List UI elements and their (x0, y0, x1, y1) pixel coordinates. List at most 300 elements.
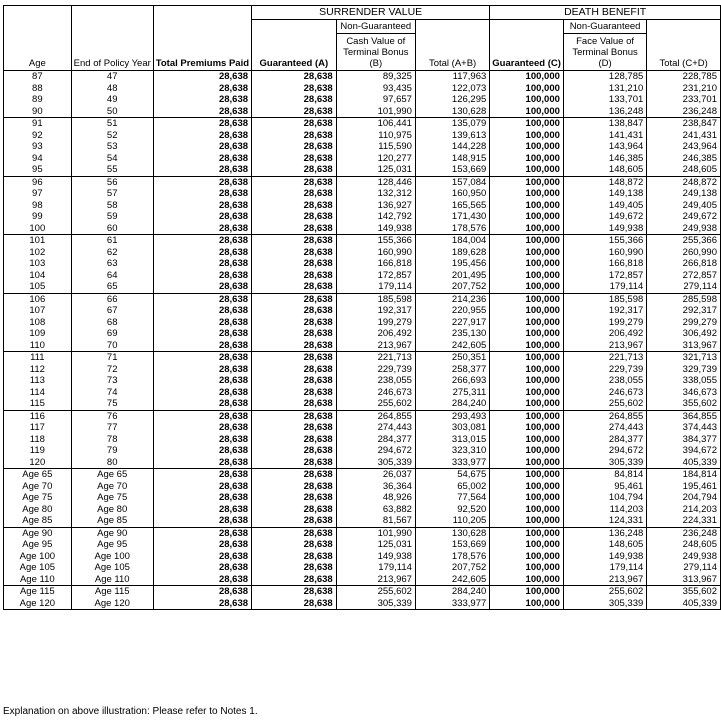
cell-guaranteed-a: 28,638 (252, 387, 337, 399)
cell-end-of-policy-year: Age 105 (71, 562, 153, 574)
cell-cash-value-terminal-bonus: 142,792 (336, 211, 415, 223)
cell-face-value-terminal-bonus: 143,964 (563, 141, 646, 153)
cell-guaranteed-a: 28,638 (252, 305, 337, 317)
table-row (4, 130, 721, 142)
cell-face-value-terminal-bonus: 114,203 (563, 504, 646, 516)
cell-cash-value-terminal-bonus: 149,938 (336, 223, 415, 235)
cell-total-premiums-paid: 28,638 (153, 481, 251, 493)
cell-total-ab: 303,081 (415, 422, 489, 434)
cell-guaranteed-a: 28,638 (252, 586, 337, 598)
cell-total-premiums-paid: 28,638 (153, 562, 251, 574)
cell-cash-value-terminal-bonus: 101,990 (336, 106, 415, 118)
cell-age: Age 120 (4, 598, 72, 610)
cell-age: 90 (4, 106, 72, 118)
cell-total-ab: 242,605 (415, 574, 489, 586)
cell-cash-value-terminal-bonus: 238,055 (336, 375, 415, 387)
cell-total-premiums-paid: 28,638 (153, 375, 251, 387)
cell-total-cd: 279,114 (647, 562, 721, 574)
cell-age: 92 (4, 130, 72, 142)
cell-total-ab: 54,675 (415, 469, 489, 481)
cell-cash-value-terminal-bonus: 185,598 (336, 293, 415, 305)
cell-guaranteed-c: 100,000 (490, 153, 564, 165)
table-row (4, 340, 721, 352)
cell-total-premiums-paid: 28,638 (153, 364, 251, 376)
cell-age: 106 (4, 293, 72, 305)
cell-total-ab: 258,377 (415, 364, 489, 376)
col-header-total-cd: Total (C+D) (647, 20, 721, 71)
cell-guaranteed-c: 100,000 (490, 527, 564, 539)
cell-face-value-terminal-bonus: 199,279 (563, 317, 646, 329)
cell-total-cd: 355,602 (647, 398, 721, 410)
cell-total-cd: 313,967 (647, 574, 721, 586)
cell-cash-value-terminal-bonus: 305,339 (336, 598, 415, 610)
cell-age: 94 (4, 153, 72, 165)
table-row (4, 164, 721, 176)
cell-guaranteed-c: 100,000 (490, 352, 564, 364)
cell-end-of-policy-year: 70 (71, 340, 153, 352)
cell-total-premiums-paid: 28,638 (153, 469, 251, 481)
cell-guaranteed-a: 28,638 (252, 118, 337, 130)
table-row-group (4, 176, 721, 235)
cell-face-value-terminal-bonus: 274,443 (563, 422, 646, 434)
cell-total-ab: 266,693 (415, 375, 489, 387)
cell-cash-value-terminal-bonus: 264,855 (336, 410, 415, 422)
cell-guaranteed-c: 100,000 (490, 574, 564, 586)
cell-guaranteed-c: 100,000 (490, 130, 564, 142)
cell-total-cd: 260,990 (647, 247, 721, 259)
cell-total-ab: 178,576 (415, 223, 489, 235)
cell-total-cd: 249,938 (647, 223, 721, 235)
cell-age: 89 (4, 94, 72, 106)
col-header-age: Age (4, 6, 72, 71)
cell-cash-value-terminal-bonus: 160,990 (336, 247, 415, 259)
table-row (4, 317, 721, 329)
cell-guaranteed-a: 28,638 (252, 281, 337, 293)
cell-face-value-terminal-bonus: 141,431 (563, 130, 646, 142)
table-row (4, 398, 721, 410)
table-row (4, 258, 721, 270)
cell-total-ab: 135,079 (415, 118, 489, 130)
cell-end-of-policy-year: 56 (71, 176, 153, 188)
table-row (4, 551, 721, 563)
cell-face-value-terminal-bonus: 264,855 (563, 410, 646, 422)
cell-age: Age 90 (4, 527, 72, 539)
cell-total-cd: 355,602 (647, 586, 721, 598)
cell-total-premiums-paid: 28,638 (153, 586, 251, 598)
cell-total-premiums-paid: 28,638 (153, 94, 251, 106)
cell-total-premiums-paid: 28,638 (153, 598, 251, 610)
cell-face-value-terminal-bonus: 294,672 (563, 445, 646, 457)
benefit-illustration-table (3, 5, 721, 610)
cell-total-cd: 285,598 (647, 293, 721, 305)
cell-age: 113 (4, 375, 72, 387)
cell-total-cd: 246,385 (647, 153, 721, 165)
table-row (4, 270, 721, 282)
cell-total-ab: 195,456 (415, 258, 489, 270)
cell-guaranteed-a: 28,638 (252, 445, 337, 457)
table-row-group (4, 527, 721, 586)
cell-guaranteed-a: 28,638 (252, 188, 337, 200)
table-row (4, 83, 721, 95)
cell-total-ab: 189,628 (415, 247, 489, 259)
table-row (4, 515, 721, 527)
cell-age: 101 (4, 235, 72, 247)
cell-total-cd: 231,210 (647, 83, 721, 95)
cell-age: 112 (4, 364, 72, 376)
cell-total-ab: 110,205 (415, 515, 489, 527)
cell-total-ab: 250,351 (415, 352, 489, 364)
cell-guaranteed-c: 100,000 (490, 375, 564, 387)
cell-face-value-terminal-bonus: 305,339 (563, 598, 646, 610)
cell-total-premiums-paid: 28,638 (153, 281, 251, 293)
cell-end-of-policy-year: 80 (71, 457, 153, 469)
cell-face-value-terminal-bonus: 149,938 (563, 551, 646, 563)
cell-age: 105 (4, 281, 72, 293)
cell-total-ab: 313,015 (415, 434, 489, 446)
cell-cash-value-terminal-bonus: 284,377 (336, 434, 415, 446)
cell-total-cd: 374,443 (647, 422, 721, 434)
cell-face-value-terminal-bonus: 128,785 (563, 71, 646, 83)
cell-total-cd: 292,317 (647, 305, 721, 317)
cell-age: 117 (4, 422, 72, 434)
cell-age: 114 (4, 387, 72, 399)
cell-total-cd: 241,431 (647, 130, 721, 142)
cell-age: 120 (4, 457, 72, 469)
cell-guaranteed-a: 28,638 (252, 328, 337, 340)
cell-guaranteed-c: 100,000 (490, 200, 564, 212)
table-row (4, 153, 721, 165)
cell-total-premiums-paid: 28,638 (153, 539, 251, 551)
cell-total-premiums-paid: 28,638 (153, 551, 251, 563)
cell-guaranteed-c: 100,000 (490, 410, 564, 422)
cell-total-cd: 248,872 (647, 176, 721, 188)
cell-face-value-terminal-bonus: 131,210 (563, 83, 646, 95)
cell-face-value-terminal-bonus: 148,605 (563, 164, 646, 176)
cell-total-cd: 272,857 (647, 270, 721, 282)
cell-total-ab: 284,240 (415, 586, 489, 598)
cell-total-cd: 321,713 (647, 352, 721, 364)
cell-age: 98 (4, 200, 72, 212)
cell-face-value-terminal-bonus: 148,605 (563, 539, 646, 551)
cell-age: 109 (4, 328, 72, 340)
cell-end-of-policy-year: Age 110 (71, 574, 153, 586)
cell-guaranteed-c: 100,000 (490, 340, 564, 352)
cell-total-premiums-paid: 28,638 (153, 83, 251, 95)
cell-guaranteed-a: 28,638 (252, 598, 337, 610)
cell-guaranteed-c: 100,000 (490, 364, 564, 376)
cell-end-of-policy-year: 50 (71, 106, 153, 118)
table-row (4, 188, 721, 200)
cell-age: 88 (4, 83, 72, 95)
cell-total-premiums-paid: 28,638 (153, 574, 251, 586)
cell-guaranteed-c: 100,000 (490, 141, 564, 153)
table-row-group (4, 586, 721, 610)
cell-cash-value-terminal-bonus: 229,739 (336, 364, 415, 376)
cell-total-cd: 346,673 (647, 387, 721, 399)
cell-total-ab: 153,669 (415, 539, 489, 551)
cell-age: Age 110 (4, 574, 72, 586)
table-row (4, 223, 721, 235)
cell-end-of-policy-year: Age 95 (71, 539, 153, 551)
cell-cash-value-terminal-bonus: 136,927 (336, 200, 415, 212)
table-row-group (4, 235, 721, 294)
table-row (4, 118, 721, 130)
cell-age: Age 85 (4, 515, 72, 527)
cell-total-cd: 266,818 (647, 258, 721, 270)
cell-guaranteed-a: 28,638 (252, 153, 337, 165)
cell-end-of-policy-year: 74 (71, 387, 153, 399)
cell-total-cd: 243,964 (647, 141, 721, 153)
cell-guaranteed-c: 100,000 (490, 94, 564, 106)
cell-guaranteed-c: 100,000 (490, 445, 564, 457)
illustration-table-container (3, 5, 721, 610)
cell-guaranteed-c: 100,000 (490, 492, 564, 504)
cell-end-of-policy-year: 47 (71, 71, 153, 83)
cell-total-cd: 195,461 (647, 481, 721, 493)
cell-total-cd: 204,794 (647, 492, 721, 504)
cell-age: 103 (4, 258, 72, 270)
cell-guaranteed-a: 28,638 (252, 504, 337, 516)
cell-face-value-terminal-bonus: 136,248 (563, 106, 646, 118)
cell-total-cd: 224,331 (647, 515, 721, 527)
cell-guaranteed-a: 28,638 (252, 317, 337, 329)
cell-age: 118 (4, 434, 72, 446)
cell-face-value-terminal-bonus: 238,055 (563, 375, 646, 387)
cell-total-ab: 201,495 (415, 270, 489, 282)
cell-age: Age 100 (4, 551, 72, 563)
cell-guaranteed-a: 28,638 (252, 398, 337, 410)
cell-guaranteed-c: 100,000 (490, 422, 564, 434)
table-row (4, 527, 721, 539)
cell-total-ab: 153,669 (415, 164, 489, 176)
cell-guaranteed-c: 100,000 (490, 562, 564, 574)
table-row (4, 141, 721, 153)
cell-total-cd: 249,672 (647, 211, 721, 223)
cell-total-premiums-paid: 28,638 (153, 153, 251, 165)
cell-face-value-terminal-bonus: 213,967 (563, 574, 646, 586)
cell-age: Age 95 (4, 539, 72, 551)
cell-age: 107 (4, 305, 72, 317)
cell-cash-value-terminal-bonus: 221,713 (336, 352, 415, 364)
cell-total-cd: 299,279 (647, 317, 721, 329)
cell-total-premiums-paid: 28,638 (153, 176, 251, 188)
cell-total-premiums-paid: 28,638 (153, 118, 251, 130)
cell-age: Age 80 (4, 504, 72, 516)
cell-total-ab: 165,565 (415, 200, 489, 212)
cell-age: 93 (4, 141, 72, 153)
cell-guaranteed-a: 28,638 (252, 352, 337, 364)
col-header-total-ab: Total (A+B) (415, 20, 489, 71)
cell-total-premiums-paid: 28,638 (153, 258, 251, 270)
cell-cash-value-terminal-bonus: 274,443 (336, 422, 415, 434)
cell-face-value-terminal-bonus: 179,114 (563, 281, 646, 293)
cell-cash-value-terminal-bonus: 255,602 (336, 586, 415, 598)
table-row (4, 94, 721, 106)
cell-total-premiums-paid: 28,638 (153, 141, 251, 153)
group-header-surrender-value: SURRENDER VALUE (252, 6, 490, 20)
cell-total-cd: 338,055 (647, 375, 721, 387)
cell-total-cd: 249,938 (647, 551, 721, 563)
cell-guaranteed-c: 100,000 (490, 305, 564, 317)
cell-total-premiums-paid: 28,638 (153, 200, 251, 212)
table-row (4, 352, 721, 364)
cell-guaranteed-a: 28,638 (252, 410, 337, 422)
cell-end-of-policy-year: 64 (71, 270, 153, 282)
cell-face-value-terminal-bonus: 84,814 (563, 469, 646, 481)
cell-total-premiums-paid: 28,638 (153, 387, 251, 399)
cell-guaranteed-a: 28,638 (252, 527, 337, 539)
table-row (4, 586, 721, 598)
cell-end-of-policy-year: 53 (71, 141, 153, 153)
cell-total-cd: 238,847 (647, 118, 721, 130)
table-row-group (4, 71, 721, 118)
cell-total-ab: 65,002 (415, 481, 489, 493)
cell-cash-value-terminal-bonus: 166,818 (336, 258, 415, 270)
cell-cash-value-terminal-bonus: 128,446 (336, 176, 415, 188)
cell-guaranteed-a: 28,638 (252, 200, 337, 212)
cell-guaranteed-c: 100,000 (490, 398, 564, 410)
cell-total-cd: 248,605 (647, 539, 721, 551)
cell-total-cd: 405,339 (647, 457, 721, 469)
cell-end-of-policy-year: 68 (71, 317, 153, 329)
table-row (4, 504, 721, 516)
cell-total-premiums-paid: 28,638 (153, 223, 251, 235)
cell-total-ab: 333,977 (415, 457, 489, 469)
cell-face-value-terminal-bonus: 104,794 (563, 492, 646, 504)
cell-guaranteed-c: 100,000 (490, 328, 564, 340)
cell-total-cd: 236,248 (647, 106, 721, 118)
cell-guaranteed-a: 28,638 (252, 457, 337, 469)
cell-guaranteed-c: 100,000 (490, 223, 564, 235)
cell-total-premiums-paid: 28,638 (153, 457, 251, 469)
cell-guaranteed-c: 100,000 (490, 387, 564, 399)
cell-total-ab: 242,605 (415, 340, 489, 352)
cell-total-premiums-paid: 28,638 (153, 328, 251, 340)
cell-guaranteed-c: 100,000 (490, 293, 564, 305)
cell-total-premiums-paid: 28,638 (153, 164, 251, 176)
cell-total-premiums-paid: 28,638 (153, 188, 251, 200)
cell-end-of-policy-year: 69 (71, 328, 153, 340)
cell-cash-value-terminal-bonus: 63,882 (336, 504, 415, 516)
table-row (4, 445, 721, 457)
table-row (4, 598, 721, 610)
cell-age: 116 (4, 410, 72, 422)
cell-cash-value-terminal-bonus: 172,857 (336, 270, 415, 282)
cell-guaranteed-c: 100,000 (490, 515, 564, 527)
cell-total-premiums-paid: 28,638 (153, 504, 251, 516)
cell-total-cd: 184,814 (647, 469, 721, 481)
cell-cash-value-terminal-bonus: 81,567 (336, 515, 415, 527)
cell-total-ab: 275,311 (415, 387, 489, 399)
cell-end-of-policy-year: 73 (71, 375, 153, 387)
table-row (4, 211, 721, 223)
cell-cash-value-terminal-bonus: 110,975 (336, 130, 415, 142)
cell-guaranteed-a: 28,638 (252, 223, 337, 235)
cell-guaranteed-c: 100,000 (490, 270, 564, 282)
cell-end-of-policy-year: 79 (71, 445, 153, 457)
cell-guaranteed-a: 28,638 (252, 469, 337, 481)
cell-face-value-terminal-bonus: 284,377 (563, 434, 646, 446)
cell-total-cd: 228,785 (647, 71, 721, 83)
table-row (4, 305, 721, 317)
table-row (4, 434, 721, 446)
cell-total-ab: 126,295 (415, 94, 489, 106)
cell-total-premiums-paid: 28,638 (153, 235, 251, 247)
cell-guaranteed-a: 28,638 (252, 434, 337, 446)
footnote: Explanation on above illustration: Please refer to Notes 1. (3, 706, 258, 717)
table-row (4, 200, 721, 212)
cell-total-ab: 178,576 (415, 551, 489, 563)
cell-total-cd: 306,492 (647, 328, 721, 340)
cell-total-ab: 333,977 (415, 598, 489, 610)
cell-guaranteed-c: 100,000 (490, 504, 564, 516)
cell-face-value-terminal-bonus: 136,248 (563, 527, 646, 539)
cell-total-cd: 249,405 (647, 200, 721, 212)
cell-guaranteed-a: 28,638 (252, 340, 337, 352)
cell-guaranteed-a: 28,638 (252, 551, 337, 563)
cell-total-cd: 364,855 (647, 410, 721, 422)
cell-total-cd: 214,203 (647, 504, 721, 516)
cell-face-value-terminal-bonus: 206,492 (563, 328, 646, 340)
cell-total-premiums-paid: 28,638 (153, 130, 251, 142)
cell-guaranteed-a: 28,638 (252, 130, 337, 142)
table-row (4, 410, 721, 422)
cell-total-cd: 405,339 (647, 598, 721, 610)
cell-age: 97 (4, 188, 72, 200)
cell-total-premiums-paid: 28,638 (153, 422, 251, 434)
cell-total-cd: 255,366 (647, 235, 721, 247)
cell-guaranteed-a: 28,638 (252, 375, 337, 387)
cell-cash-value-terminal-bonus: 213,967 (336, 574, 415, 586)
table-row (4, 422, 721, 434)
cell-cash-value-terminal-bonus: 199,279 (336, 317, 415, 329)
cell-guaranteed-c: 100,000 (490, 539, 564, 551)
table-row (4, 176, 721, 188)
cell-guaranteed-c: 100,000 (490, 176, 564, 188)
cell-face-value-terminal-bonus: 95,461 (563, 481, 646, 493)
cell-cash-value-terminal-bonus: 97,657 (336, 94, 415, 106)
table-row-group (4, 352, 721, 411)
cell-end-of-policy-year: 61 (71, 235, 153, 247)
cell-end-of-policy-year: 60 (71, 223, 153, 235)
cell-end-of-policy-year: 52 (71, 130, 153, 142)
table-row-group (4, 118, 721, 177)
cell-guaranteed-c: 100,000 (490, 83, 564, 95)
cell-total-ab: 157,084 (415, 176, 489, 188)
table-row (4, 375, 721, 387)
cell-age: 102 (4, 247, 72, 259)
cell-total-ab: 220,955 (415, 305, 489, 317)
cell-guaranteed-c: 100,000 (490, 598, 564, 610)
cell-age: Age 70 (4, 481, 72, 493)
cell-face-value-terminal-bonus: 213,967 (563, 340, 646, 352)
cell-end-of-policy-year: Age 75 (71, 492, 153, 504)
cell-guaranteed-c: 100,000 (490, 481, 564, 493)
cell-end-of-policy-year: 48 (71, 83, 153, 95)
cell-cash-value-terminal-bonus: 106,441 (336, 118, 415, 130)
table-row (4, 492, 721, 504)
cell-cash-value-terminal-bonus: 213,967 (336, 340, 415, 352)
cell-guaranteed-a: 28,638 (252, 83, 337, 95)
cell-total-ab: 160,950 (415, 188, 489, 200)
cell-end-of-policy-year: 63 (71, 258, 153, 270)
cell-face-value-terminal-bonus: 148,872 (563, 176, 646, 188)
cell-cash-value-terminal-bonus: 149,938 (336, 551, 415, 563)
cell-guaranteed-a: 28,638 (252, 141, 337, 153)
cell-guaranteed-c: 100,000 (490, 317, 564, 329)
table-row (4, 364, 721, 376)
cell-guaranteed-c: 100,000 (490, 71, 564, 83)
